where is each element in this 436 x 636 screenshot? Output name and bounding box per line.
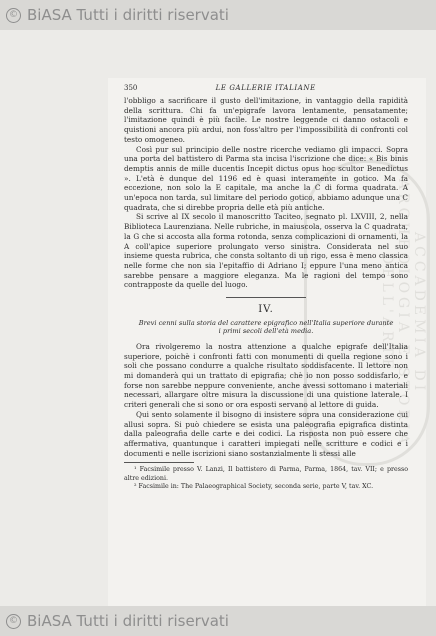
copyright-banner-top: [0, 0, 436, 30]
paragraph-2: Così pur sul principio delle nostre ricerche vediamo gli impacci. Sopra una porta del battistero di Parma sta incisa l'iscrizione che dice: « Bis binis demptis annis de mille ducentis Incepit dictus opus hoc scultor Benedictus ». L'età è dunque del 1196 ed è quasi interamente in gotico. Ma fa eccezione, non solo la E capitale, ma anche la C di forma quadrata. A un'epoca non tarda, sul limitare del periodo gotico, abbiamo adunque una C quadrata, che si direbbe propria delle età più antiche.: [124, 144, 408, 212]
page-number: 350: [124, 84, 138, 92]
copyright-banner-bottom: [0, 606, 436, 636]
copyright-icon: ©: [6, 8, 21, 23]
copyright-text-bottom: BiASA Tutti i diritti riservati: [27, 612, 229, 630]
footnote-2: ² Facsimile in: The Palaeographical Society, seconda serie, parte V, tav. XC.: [134, 482, 374, 490]
section-numeral: IV.: [258, 304, 274, 316]
copyright-icon-bottom: ©: [6, 614, 21, 629]
section-subtitle: Brevi cenni sulla storia del carattere epigrafico nell'Italia superiore durante i primi secoli dell'età media.: [138, 318, 394, 336]
copyright-text-top: BiASA Tutti i diritti riservati: [27, 6, 229, 24]
footnote-divider: [124, 462, 194, 463]
document-page: [124, 84, 408, 604]
running-header: [124, 84, 408, 96]
running-title: LE GALLERIE ITALIANE: [215, 84, 316, 92]
watermark-text: ACCADEMIA DI ARCHEOLOGIA E STORIA DELL'ARTE: [379, 178, 427, 448]
section-divider: [226, 297, 306, 298]
paragraph-1: l'obbligo a sacrificare il gusto dell'imitazione, in vantaggio della rapidità della scrittura. Chi fa un'epigrafe lavora lentamente, pensatamente; l'imitazione quindi è più facile. Le nostre leggende ci danno ostacoli e quistioni ancora più ardui, non foss'altro per l'impossibilità di confronti col testo omogeneo.: [124, 96, 408, 144]
section-paragraph-2: Qui sento solamente il bisogno di insistere sopra una considerazione cui allusi sopra. Si può chiedere se esista una paleografia epigrafica distinta dalla paleografia delle carte e dei codici. La risposta non può essere che affermativa, quantunque i caratteri impiegati nelle scritture e codici e i documenti e nelle iscrizioni siano sostanzialmente li stessi alle: [124, 409, 408, 458]
paragraph-3: Si scrive al IX secolo il manoscritto Taciteo, segnato pl. LXVIII, 2, nella Biblioteca Laurenziana. Nelle rubriche, in maiuscola, osserva la C quadrata, la G che si accosta alla forma rotonda, senza complicazioni di ornamenti, la A coll'apice superiore prolungato verso sinistra. Considerata nel suo insieme questa rubrica, che consta soltanto di un rigo, essa è meno classica nelle forme che non sia l'epitaffio di Adriano I; eppure l'una meno antica sarebbe pensare a maggiore eleganza. Ma le ragioni del tempo sono contrapposte da quelle del luogo.: [124, 212, 408, 290]
footnote-1: ¹ Facsimile presso V. Lanzi, Il battistero di Parma, Parma, 1864, tav. VII; e presso altre edizioni.: [124, 466, 408, 482]
section-paragraph-1: Ora rivolgeremo la nostra attenzione a qualche epigrafe dell'Italia superiore, poichè i confronti fatti con monumenti di quella regione sono i soli che possano condurre a qualche risultato soddisfacente. Il lettore non mi domanderà qui un trattato di epigrafia; chè io non posso soddisfarlo, e forse non sarebbe neppure conveniente, anche avessi sottomano i materiali necessari, allargare oltre misura la discussione di una quistione laterale. I criteri generali che si sono or ora esposti servano al lettore di guida.: [124, 341, 408, 410]
